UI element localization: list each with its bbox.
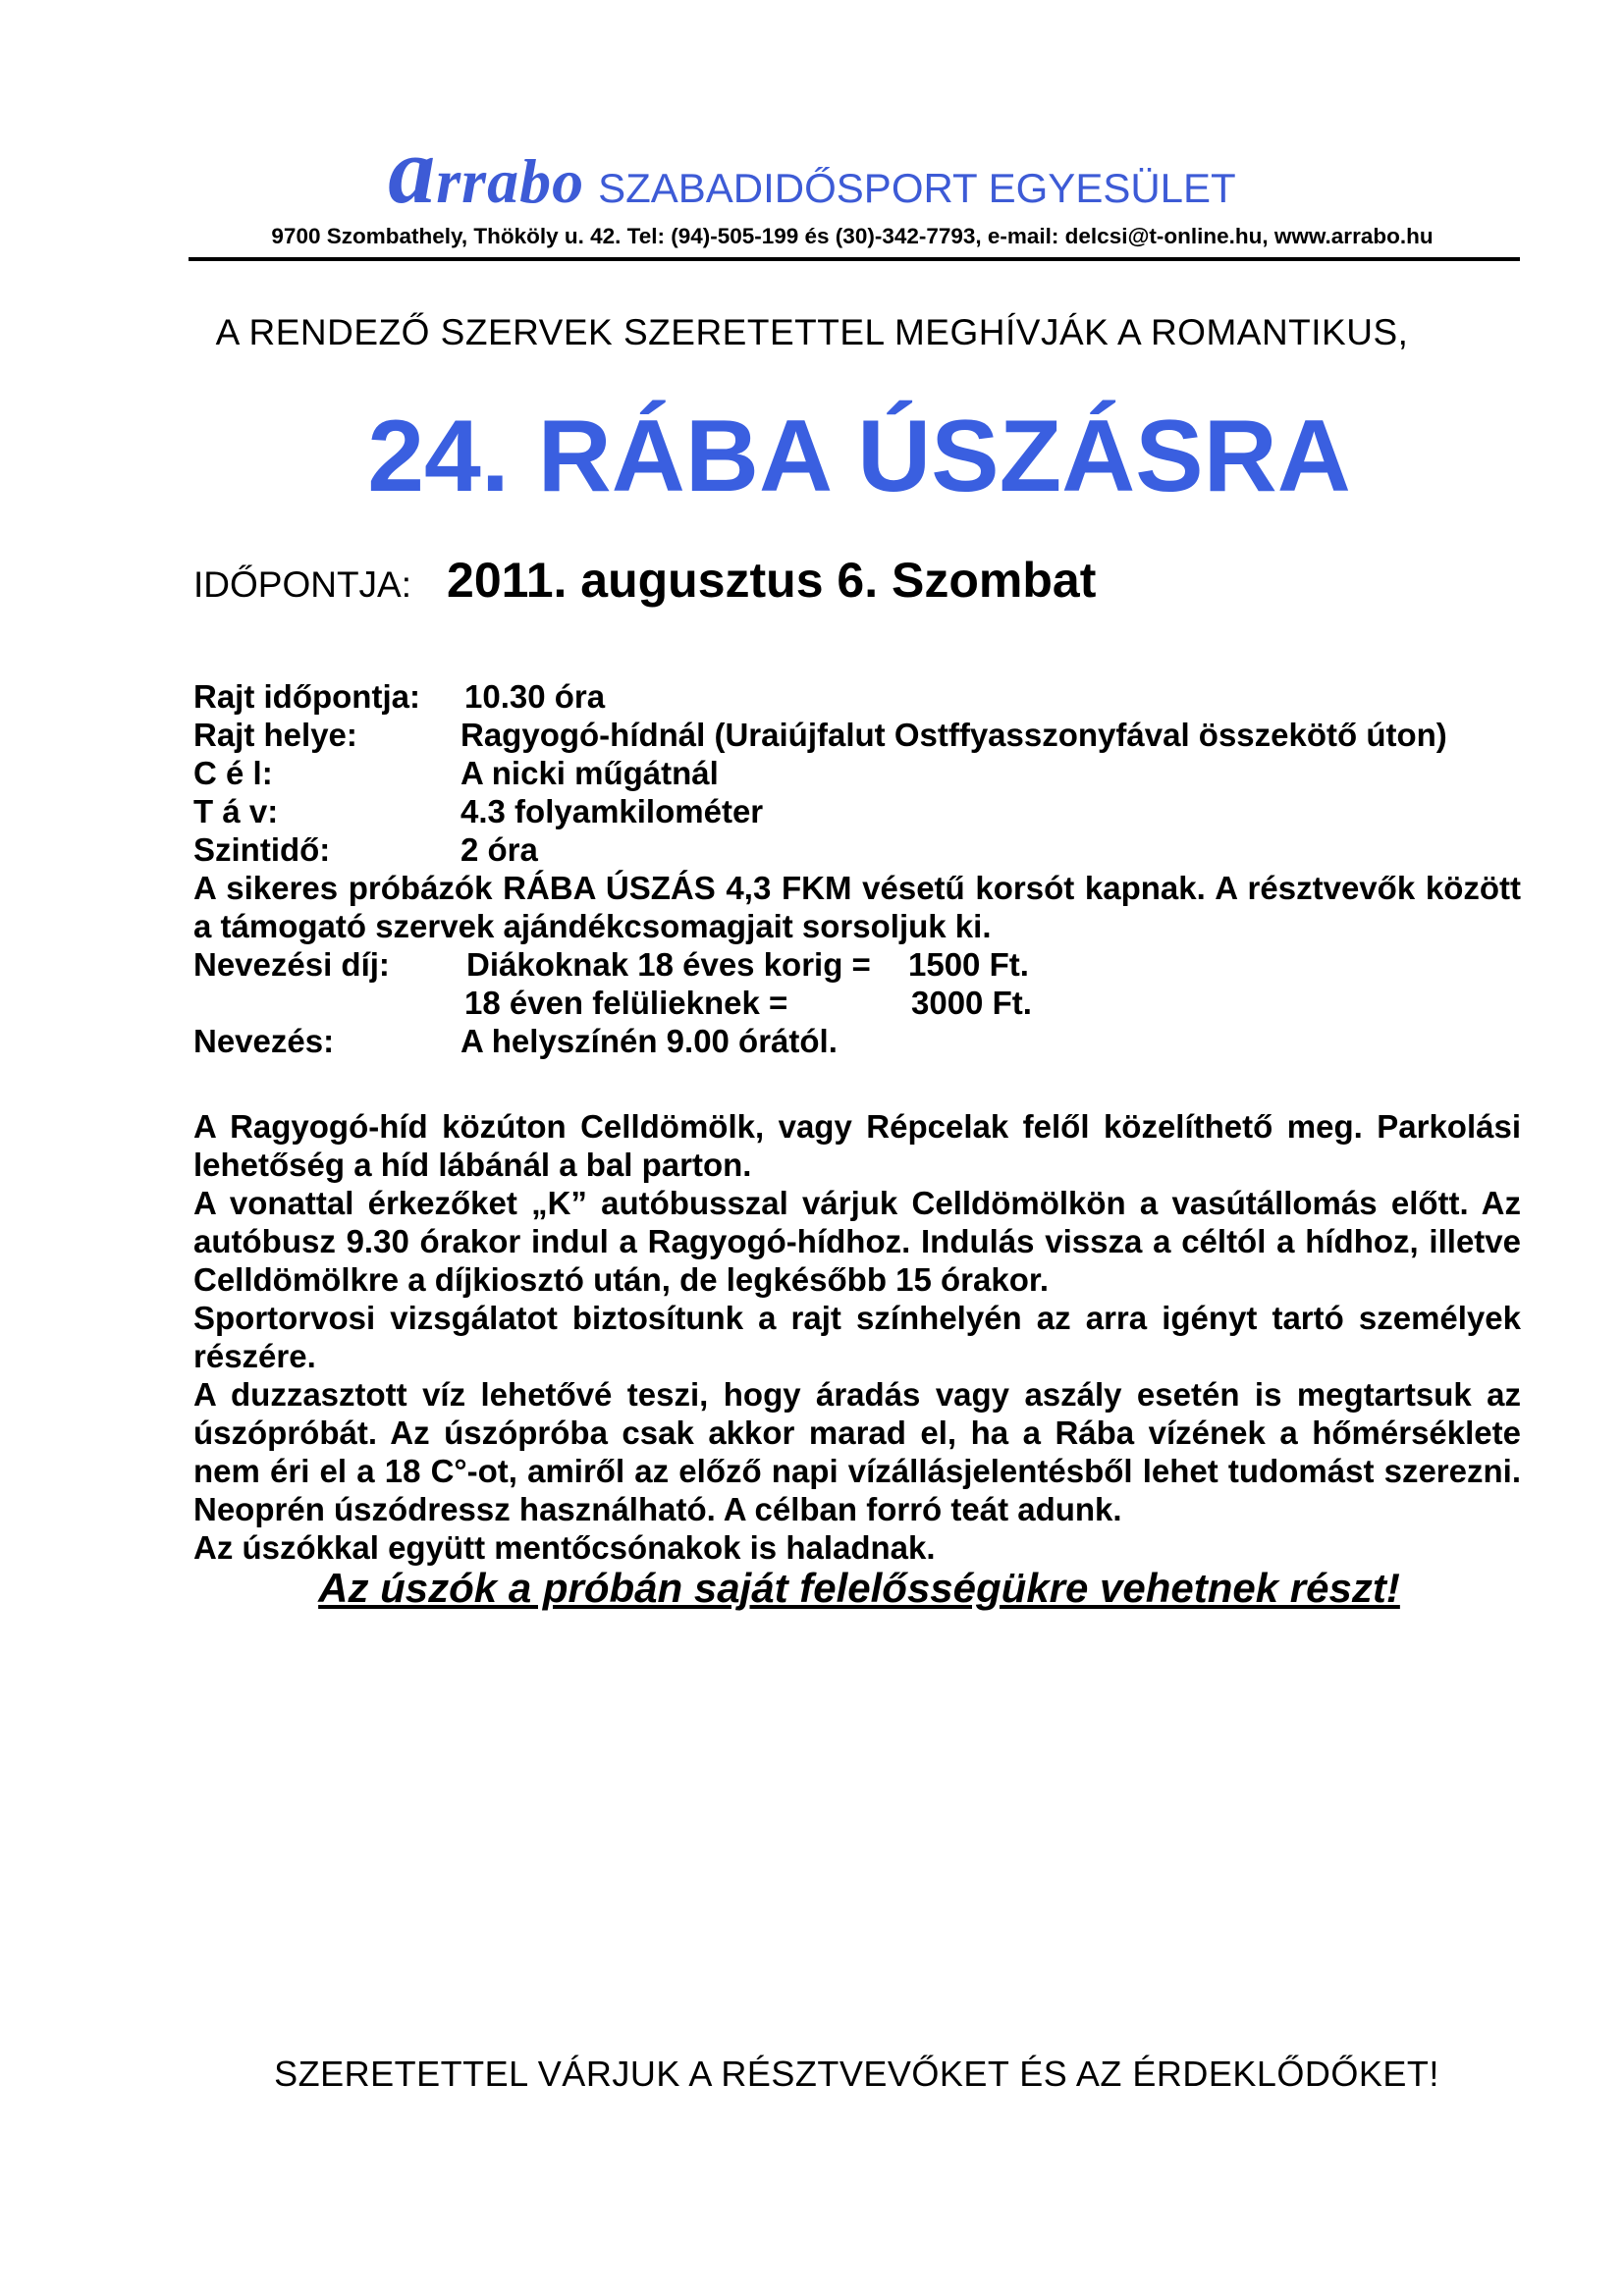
event-date-row: [193, 552, 1096, 609]
detail-row-fee-adults: [193, 984, 1521, 1022]
detail-row-registration: [193, 1022, 1521, 1060]
detail-row-start-time: [193, 677, 1521, 716]
paragraph-access: A Ragyogó-híd közúton Celldömölk, vagy Répcelak felől közelíthető meg. Parkolási lehetőség a híd lábánál a bal parton.: [193, 1108, 1521, 1183]
paragraph-conditions: A duzzasztott víz lehetővé teszi, hogy áradás vagy aszály esetén is megtartsuk az úszópróbát. Az úszópróba csak akkor marad el, ha a Rába vízének a hőmérséklete nem éri el a 18 C°-ot, amiről az előző napi vízállásjelentésből lehet tudomást szerezni. Neoprén úszódressz használható. A célban forró teát adunk.: [193, 1376, 1521, 1527]
event-title: 24. RÁBA ÚSZÁSRA: [367, 400, 1351, 513]
date-value: 2011. augusztus 6. Szombat: [447, 553, 1097, 608]
finish-value: A nicki műgátnál: [460, 755, 719, 791]
date-label: IDŐPONTJA:: [193, 564, 412, 605]
fee-label: Nevezési díj:: [193, 946, 390, 983]
letterhead: [0, 116, 1624, 225]
start-place-label: Rajt helye:: [193, 717, 357, 753]
header-divider: [189, 257, 1520, 261]
start-place-value: Ragyogó-hídnál (Uraiújfalut Ostffyasszonyfával összekötő úton): [460, 717, 1447, 753]
fee-students-value: 1500 Ft.: [908, 946, 1029, 983]
event-details: [193, 677, 1521, 1060]
fee-adults-value: 3000 Ft.: [911, 985, 1032, 1021]
fee-students-label: Diákoknak 18 éves korig =: [466, 946, 871, 983]
registration-value: A helyszínén 9.00 órától.: [460, 1023, 838, 1059]
detail-row-fee-students: [193, 945, 1521, 984]
organization-name: SZABADIDŐSPORT EGYESÜLET: [598, 165, 1236, 211]
start-time-label: Rajt időpontja:: [193, 678, 420, 715]
paragraph-medical: Sportorvosi vizsgálatot biztosítunk a rajt színhelyén az arra igényt tartó személyek részére.: [193, 1300, 1521, 1374]
arrabo-logo: [388, 118, 585, 223]
time-limit-label: Szintidő:: [193, 831, 331, 868]
detail-row-start-place: [193, 716, 1521, 754]
information-paragraphs: [193, 1107, 1521, 1567]
logo-rest: rrabo: [436, 146, 585, 216]
paragraph-bus: A vonattal érkezőket „K” autóbusszal várjuk Celldömölkön a vasútállomás előtt. Az autóbusz 9.30 órakor indul a Ragyogó-hídhoz. Indulás vissza a céltól a hídhoz, illetve Celldömölkre a díjkiosztó után, de legkésőbb 15 órakor.: [193, 1185, 1521, 1298]
paragraph-boats: Az úszókkal együtt mentőcsónakok is haladnak.: [193, 1529, 936, 1566]
detail-row-time-limit: [193, 830, 1521, 869]
detail-row-finish: [193, 754, 1521, 792]
prize-text: A sikeres próbázók RÁBA ÚSZÁS 4,3 FKM vésetű korsót kapnak. A résztvevők között a támogató szervek ajándékcsomagjait sorsoljuk ki.: [193, 870, 1521, 944]
closing-line: SZERETETTEL VÁRJUK A RÉSZTVEVŐKET ÉS AZ ÉRDEKLŐDŐKET!: [274, 2054, 1439, 2094]
registration-label: Nevezés:: [193, 1023, 335, 1059]
responsibility-warning: Az úszók a próbán saját felelősségükre vehetnek részt!: [318, 1565, 1400, 1611]
logo-initial: a: [388, 118, 437, 223]
distance-label: T á v:: [193, 793, 279, 829]
time-limit-value: 2 óra: [460, 831, 538, 868]
finish-label: C é l:: [193, 755, 273, 791]
fee-adults-label: 18 éven felülieknek =: [464, 985, 788, 1021]
distance-value: 4.3 folyamkilométer: [460, 793, 764, 829]
invitation-line: A RENDEZŐ SZERVEK SZERETETTEL MEGHÍVJÁK A ROMANTIKUS,: [215, 312, 1409, 352]
start-time-value: 10.30 óra: [464, 678, 606, 715]
contact-address: 9700 Szombathely, Thököly u. 42. Tel: (94)-505-199 és (30)-342-7793, e-mail: delcsi@t-online.hu, www.arrabo.hu: [271, 224, 1434, 248]
detail-row-distance: [193, 792, 1521, 830]
